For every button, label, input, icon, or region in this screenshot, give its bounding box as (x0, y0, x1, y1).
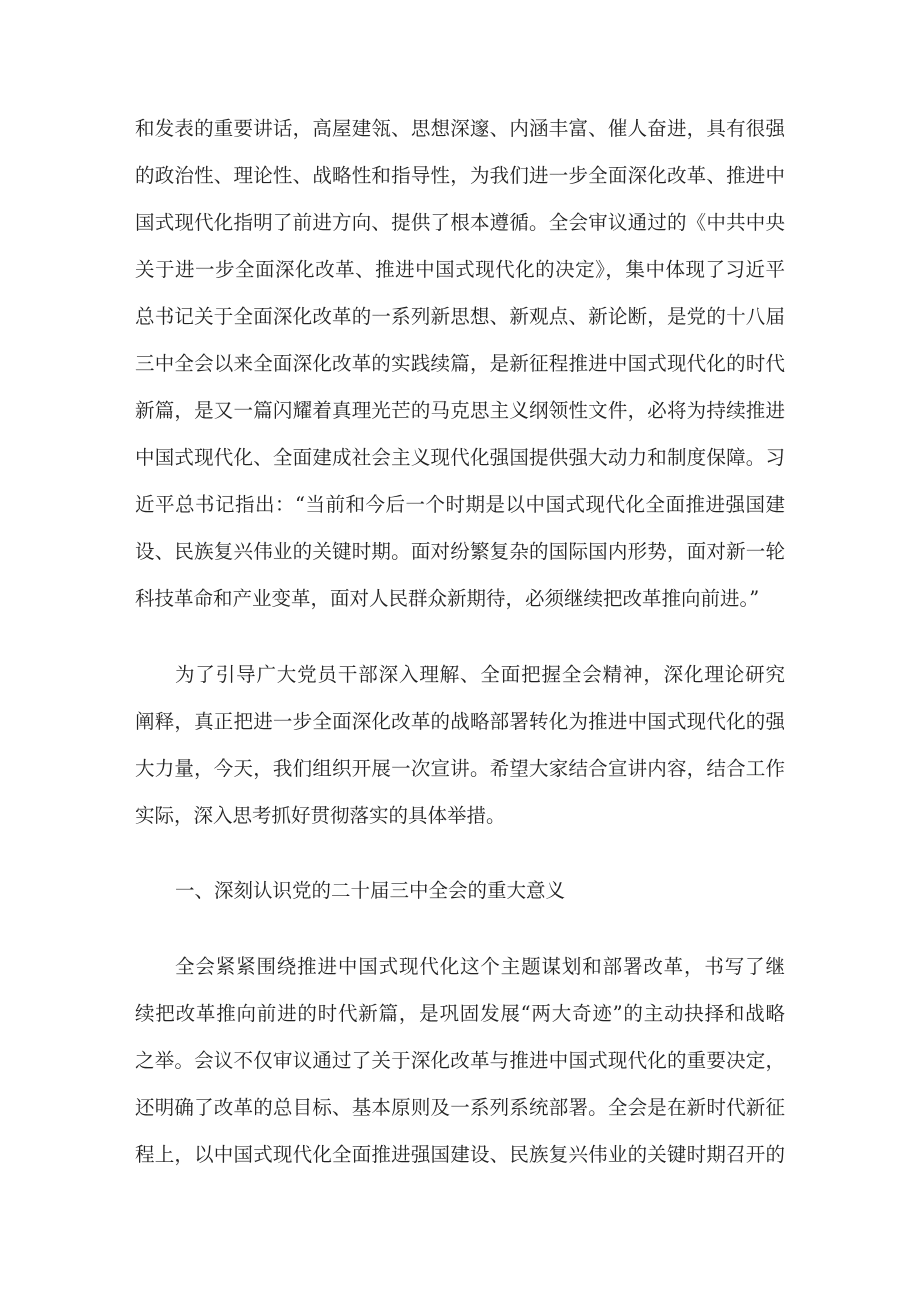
paragraph-2-line-2: 阐释，真正把进一步全面深化改革的战略部署转化为推进中国式现代化的强 (135, 710, 785, 733)
paragraph-2-line-1: 为了引导广大党员干部深入理解、全面把握全会精神，深化理论研究 (175, 663, 785, 686)
paragraph-1-line-10: 设、民族复兴伟业的关键时期。面对纷繁复杂的国际国内形势，面对新一轮 (135, 540, 785, 563)
paragraph-1-line-2: 的政治性、理论性、战略性和指导性，为我们进一步全面深化改革、推进中 (135, 164, 785, 187)
paragraph-2-line-4: 实际，深入思考抓好贯彻落实的具体举措。 (135, 804, 506, 827)
paragraph-1-line-3: 国式现代化指明了前进方向、提供了根本遵循。全会审议通过的《中共中央 (135, 211, 785, 234)
paragraph-1-line-5: 总书记关于全面深化改革的一系列新思想、新观点、新论断，是党的十八届 (135, 305, 785, 328)
paragraph-3-line-1: 全会紧紧围绕推进中国式现代化这个主题谋划和部署改革，书写了继 (175, 955, 785, 978)
paragraph-1-line-6: 三中全会以来全面深化改革的实践续篇，是新征程推进中国式现代化的时代 (135, 352, 785, 375)
section-heading: 一、深刻认识党的二十届三中全会的重大意义 (175, 879, 566, 902)
paragraph-1-line-4: 关于进一步全面深化改革、推进中国式现代化的决定》，集中体现了习近平 (135, 258, 785, 281)
paragraph-2-line-3: 大力量，今天，我们组织开展一次宣讲。希望大家结合宣讲内容，结合工作 (135, 757, 785, 780)
paragraph-1-line-9: 近平总书记指出：“当前和今后一个时期是以中国式现代化全面推进强国建 (135, 493, 785, 516)
paragraph-1-line-7: 新篇，是又一篇闪耀着真理光芒的马克思主义纲领性文件，必将为持续推进 (135, 399, 785, 422)
paragraph-1-line-1: 和发表的重要讲话，高屋建瓴、思想深邃、内涵丰富、催人奋进，具有很强 (135, 117, 785, 140)
paragraph-1-line-8: 中国式现代化、全面建成社会主义现代化强国提供强大动力和制度保障。习 (135, 446, 785, 469)
paragraph-1-line-11: 科技革命和产业变革，面对人民群众新期待，必须继续把改革推向前进。” (135, 587, 760, 610)
paragraph-3-line-3: 之举。会议不仅审议通过了关于深化改革与推进中国式现代化的重要决定， (135, 1049, 785, 1072)
paragraph-3-line-2: 续把改革推向前进的时代新篇，是巩固发展“两大奇迹”的主动抉择和战略 (135, 1002, 785, 1025)
paragraph-3-line-5: 程上，以中国式现代化全面推进强国建设、民族复兴伟业的关键时期召开的 (135, 1143, 785, 1166)
paragraph-3-line-4: 还明确了改革的总目标、基本原则及一系列系统部署。全会是在新时代新征 (135, 1096, 785, 1119)
